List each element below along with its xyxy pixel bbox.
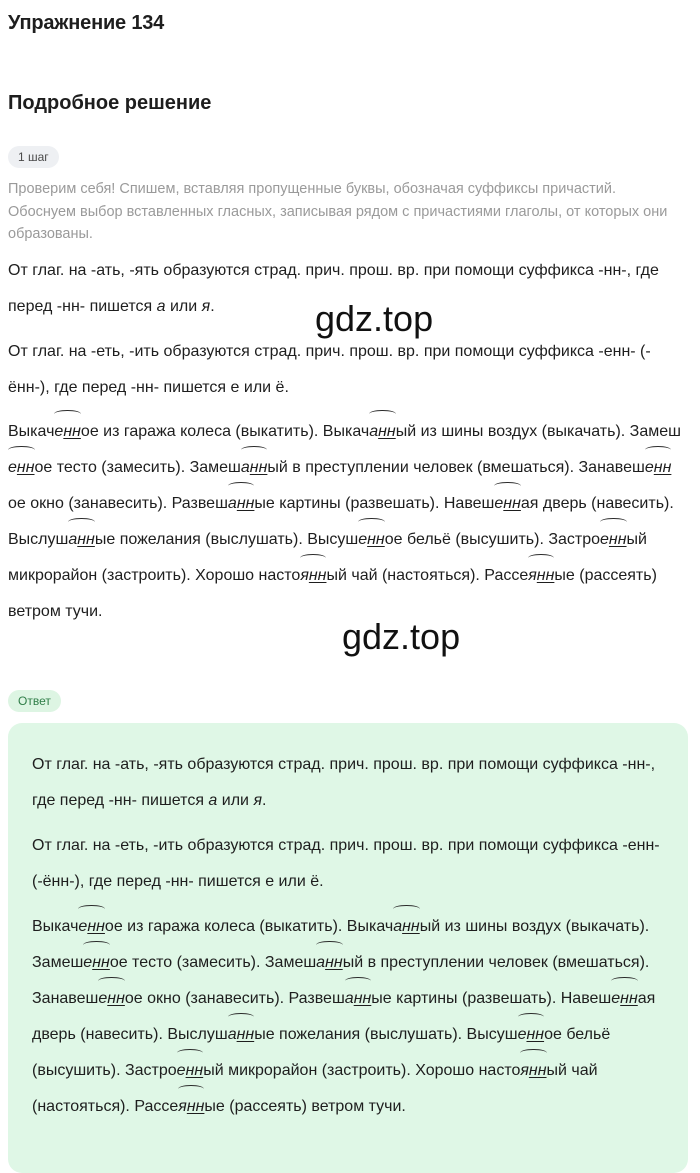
word-stem: Застро	[548, 531, 601, 548]
suffix-vowel: е	[176, 1062, 186, 1079]
word-rest: ое окно (занавесить).	[8, 495, 172, 512]
word-rest: ая дверь (навесить).	[32, 990, 656, 1043]
suffix-vowel: е	[600, 531, 609, 548]
suffix-mark	[241, 450, 268, 486]
suffix-mark	[528, 558, 554, 594]
suffix-nn: нн	[92, 954, 110, 971]
suffix-nn: нн	[367, 531, 385, 548]
suffix-nn: нн	[186, 1098, 205, 1115]
rule-1-paragraph: От глаг. на -ать, -ять образуются страд. прич. прош. вр. при помощи суффикса -нн-, где перед -нн- пишется а или я.	[8, 262, 659, 315]
word-stem: Развеш	[171, 495, 228, 512]
suffix-mark	[83, 945, 110, 981]
word-rest: ый в преступлении человек (вмешаться).	[342, 954, 650, 971]
word-rest: ая дверь (навесить).	[520, 495, 674, 512]
word-stem: насто	[478, 1062, 521, 1079]
suffix-vowel: а	[344, 990, 354, 1007]
answer-rule-1-paragraph: От глаг. на -ать, -ять образуются страд. прич. прош. вр. при помощи суффикса -нн-, где перед -нн- пишется а или я.	[32, 756, 656, 809]
word-rest: ый чай (настояться).	[326, 567, 485, 584]
word-stem: Занавеш	[32, 990, 99, 1007]
suffix-nn: нн	[526, 1026, 545, 1043]
word-stem: Высуш	[466, 1026, 518, 1043]
suffix-vowel: я	[520, 1062, 529, 1079]
word-stem: Рассе	[484, 567, 529, 584]
suffix-mark	[316, 945, 343, 981]
suffix-vowel: а	[316, 954, 326, 971]
suffix-nn: нн	[236, 1026, 255, 1043]
word-stem: Выслуш	[8, 531, 69, 548]
word-stem: Замеш	[32, 954, 84, 971]
suffix-mark	[177, 1053, 204, 1089]
suffix-nn: нн	[16, 459, 35, 476]
suffix-mark	[520, 1053, 546, 1089]
word-rest: ое из гаража колеса (выкатить).	[104, 918, 347, 935]
suffix-nn: нн	[63, 423, 81, 440]
rule-2-paragraph: От глаг. на -еть, -ить образуются страд. прич. прош. вр. при помощи суффикса -енн- (-ённ-), где перед -нн- пишется е или ё.	[8, 343, 651, 396]
sentences-paragraph	[8, 414, 688, 630]
suffix-mark	[358, 522, 385, 558]
suffix-mark	[494, 486, 521, 522]
word-stem: Замеш	[264, 954, 317, 971]
word-stem: Высуш	[307, 531, 359, 548]
word-stem: Развеш	[288, 990, 345, 1007]
word-stem: Рассе	[134, 1098, 179, 1115]
suffix-mark	[228, 486, 255, 522]
word-rest: ые картины (развешать).	[254, 495, 444, 512]
suffix-mark	[611, 981, 638, 1017]
suffix-nn: нн	[325, 954, 343, 971]
suffix-nn: нн	[185, 1062, 204, 1079]
suffix-vowel: а	[68, 531, 78, 548]
word-stem: Выкач	[32, 918, 79, 935]
suffix-nn: нн	[653, 459, 672, 476]
suffix-vowel: е	[8, 459, 17, 476]
word-rest: ый из шины воздух (выкачать).	[419, 918, 650, 935]
suffix-mark	[300, 558, 326, 594]
word-stem: Выкач	[346, 918, 394, 935]
word-stem: Замеш	[189, 459, 241, 476]
word-stem: Выкач	[322, 423, 370, 440]
word-rest: ые картины (развешать).	[371, 990, 561, 1007]
suffix-vowel: я	[528, 567, 537, 584]
suffix-nn: нн	[620, 990, 638, 1007]
word-rest: ые пожелания (выслушать).	[254, 1026, 467, 1043]
suffix-vowel: я	[300, 567, 309, 584]
word-rest: ое окно (занавесить).	[124, 990, 289, 1007]
suffix-mark	[518, 1017, 545, 1053]
suffix-mark	[393, 909, 420, 945]
suffix-mark	[78, 909, 105, 945]
suffix-vowel: е	[54, 423, 64, 440]
word-rest: ый в преступлении человек (вмешаться).	[267, 459, 579, 476]
answer-sentences-paragraph	[32, 909, 672, 1125]
suffix-vowel: а	[240, 459, 250, 476]
word-stem: Навеш	[443, 495, 495, 512]
suffix-vowel: е	[611, 990, 621, 1007]
suffix-nn: нн	[536, 567, 555, 584]
word-stem: Застро	[124, 1062, 177, 1079]
suffix-mark	[600, 522, 627, 558]
suffix-nn: нн	[528, 1062, 547, 1079]
suffix-mark	[8, 450, 35, 486]
solution-heading: Подробное решение	[8, 92, 212, 114]
suffix-nn: нн	[402, 918, 420, 935]
suffix-mark	[178, 1089, 204, 1125]
suffix-mark	[645, 450, 672, 486]
word-stem: Выслуш	[167, 1026, 228, 1043]
suffix-nn: нн	[107, 990, 125, 1007]
suffix-vowel: е	[517, 1026, 527, 1043]
word-stem: Замеш	[629, 423, 681, 440]
word-rest: ый из шины воздух (выкачать).	[395, 423, 630, 440]
word-stem: насто	[258, 567, 301, 584]
word-rest: ые (рассеять) ветром тучи.	[204, 1098, 406, 1115]
word-rest: ый микрорайон (застроить). Хорошо	[8, 531, 647, 584]
watermark: gdz.top	[315, 298, 434, 339]
suffix-mark	[68, 522, 95, 558]
suffix-vowel: е	[644, 459, 654, 476]
suffix-mark	[345, 981, 372, 1017]
suffix-nn: нн	[308, 567, 327, 584]
suffix-mark	[54, 414, 81, 450]
suffix-nn: нн	[236, 495, 255, 512]
suffix-mark	[98, 981, 125, 1017]
suffix-nn: нн	[77, 531, 95, 548]
suffix-nn: нн	[87, 918, 105, 935]
word-stem: Выкач	[8, 423, 55, 440]
suffix-vowel: е	[78, 918, 88, 935]
word-rest: ый микрорайон (застроить). Хорошо	[203, 1062, 479, 1079]
suffix-vowel: а	[227, 1026, 237, 1043]
suffix-vowel: а	[227, 495, 237, 512]
suffix-vowel: е	[358, 531, 368, 548]
answer-rule-2-paragraph: От глаг. на -еть, -ить образуются страд. прич. прош. вр. при помощи суффикса -енн- (-ённ-), где перед -нн- пишется е или ё.	[32, 837, 660, 890]
suffix-vowel: е	[98, 990, 108, 1007]
suffix-nn: нн	[378, 423, 396, 440]
word-rest: ое из гаража колеса (выкатить).	[80, 423, 323, 440]
suffix-nn: нн	[608, 531, 627, 548]
suffix-mark	[369, 414, 396, 450]
exercise-title: Упражнение 134	[8, 12, 165, 34]
suffix-mark	[228, 1017, 255, 1053]
suffix-vowel: е	[494, 495, 504, 512]
suffix-vowel: а	[393, 918, 403, 935]
suffix-vowel: я	[178, 1098, 187, 1115]
suffix-nn: нн	[249, 459, 268, 476]
answer-badge: Ответ	[8, 690, 61, 712]
suffix-nn: нн	[503, 495, 521, 512]
word-rest: ые пожелания (выслушать).	[94, 531, 308, 548]
word-stem: Занавеш	[578, 459, 645, 476]
word-rest: ое тесто (замесить).	[109, 954, 265, 971]
suffix-vowel: е	[83, 954, 93, 971]
word-rest: ое тесто (замесить).	[34, 459, 190, 476]
watermark: gdz.top	[342, 616, 461, 657]
word-rest: ое бельё (высушить).	[32, 1026, 611, 1079]
word-stem: Навеш	[560, 990, 612, 1007]
suffix-vowel: а	[369, 423, 379, 440]
suffix-nn: нн	[353, 990, 372, 1007]
step-hint: Проверим себя! Спишем, вставляя пропущенные буквы, обозначая суффиксы причастий. Обоснуем выбор вставленных гласных, записывая рядом с причастиями глаголы, от которых они образованы.	[8, 181, 668, 242]
word-rest: ые (рассеять) ветром тучи.	[8, 567, 657, 620]
word-rest: ый чай (настояться).	[32, 1062, 598, 1115]
word-rest: ое бельё (высушить).	[384, 531, 549, 548]
step-badge: 1 шаг	[8, 146, 59, 168]
